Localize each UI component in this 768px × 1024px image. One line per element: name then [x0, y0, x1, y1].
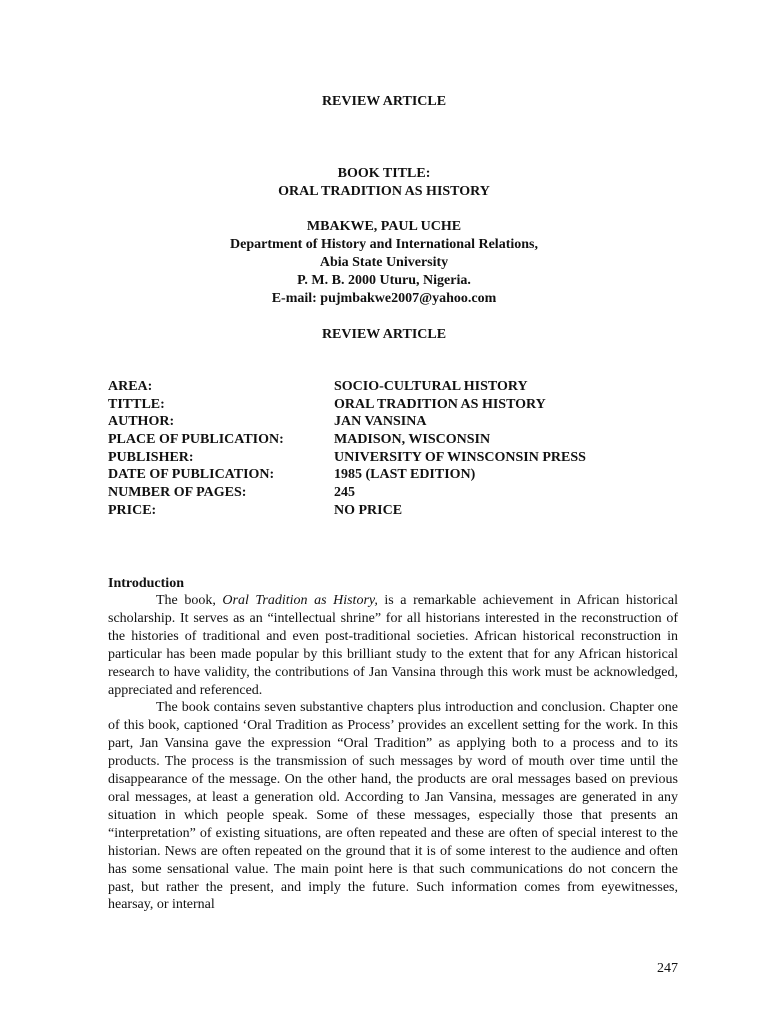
detail-label: PRICE: [108, 502, 157, 518]
detail-value: 1985 (LAST EDITION) [334, 467, 476, 483]
reviewer-name: MBAKWE, PAUL UCHE [306, 219, 462, 234]
detail-label: TITTLE: [108, 396, 165, 412]
detail-value: NO PRICE [334, 502, 403, 518]
introduction-paragraph-2: The book contains seven substantive chapters plus introduction and conclusion. Chapter one of this book, captioned ‘Oral Tradition as Process’ provides an excellent setting for the work. In this part, Jan Vansina gave the expression “Oral Tradition” as applying both to a process and to its products. The process is the transmission of such messages by word of mouth over time until the disappearance of the message. On the other hand, the products are oral messages based on previous oral messages, at least a generation old. According to Jan Vansina, messages are generated in any situation in which people speak. Some of these messages, especially those that presents an “interpretation” of existing situations, are often repeated and these are often of special interest to the historian. News are often repeated on the ground that it is of some interest to the audience and often has some sensational value. The main point here is that such communications do not concern the past, but rather the present, and imply the future. Such information comes from eyewitnesses, hearsay, or internal [108, 700, 678, 913]
detail-label: AREA: [108, 379, 153, 394]
reviewer-university: Abia State University [319, 255, 449, 270]
detail-row-author [108, 413, 668, 431]
detail-label: PLACE OF PUBLICATION: [108, 432, 284, 448]
detail-row-date [108, 466, 668, 484]
reviewer-email: E-mail: pujmbakwe2007@yahoo.com [271, 291, 497, 306]
detail-row-publisher [108, 449, 668, 467]
detail-value: SOCIO-CULTURAL HISTORY [334, 379, 528, 394]
detail-value: ORAL TRADITION AS HISTORY [334, 396, 546, 412]
detail-label: NUMBER OF PAGES: [108, 485, 247, 501]
reviewer-department: Department of History and International Relations, [230, 237, 538, 252]
review-article-subheading: REVIEW ARTICLE [321, 327, 447, 342]
detail-label: DATE OF PUBLICATION: [108, 467, 275, 483]
detail-value: 245 [334, 485, 355, 501]
paragraph-text: The book, [156, 593, 223, 608]
review-article-heading: REVIEW ARTICLE [321, 94, 447, 109]
detail-row-area [108, 378, 668, 396]
introduction-paragraph-1 [108, 592, 678, 699]
book-title-label: BOOK TITLE: [337, 166, 431, 181]
reviewer-address: P. M. B. 2000 Uturu, Nigeria. [297, 273, 471, 288]
detail-value: JAN VANSINA [334, 414, 427, 430]
introduction-heading: Introduction [108, 576, 184, 591]
book-details-table [108, 378, 668, 520]
page-number: 247 [657, 961, 678, 976]
detail-label: AUTHOR: [108, 414, 175, 430]
book-title-italic: Oral Tradition as History, [222, 593, 378, 608]
book-title: ORAL TRADITION AS HISTORY [278, 184, 490, 199]
detail-value: UNIVERSITY OF WINSCONSIN PRESS [334, 449, 586, 465]
detail-row-price [108, 502, 668, 520]
introduction-body [108, 592, 678, 914]
detail-value: MADISON, WISCONSIN [334, 432, 491, 448]
detail-row-pages [108, 484, 668, 502]
paragraph-text: is a remarkable achievement in African historical scholarship. It serves as an “intellectual shrine” for all historians interested in the reconstruction of the histories of traditional and even post-traditional societies. African historical reconstruction in particular has been made popular by this brilliant study to the extent that for any African historical research to have validity, the contributions of Jan Vansina through this work must be acknowledged, appreciated and referenced. [108, 593, 678, 698]
detail-row-place [108, 431, 668, 449]
detail-label: PUBLISHER: [108, 449, 194, 465]
detail-row-title [108, 396, 668, 414]
